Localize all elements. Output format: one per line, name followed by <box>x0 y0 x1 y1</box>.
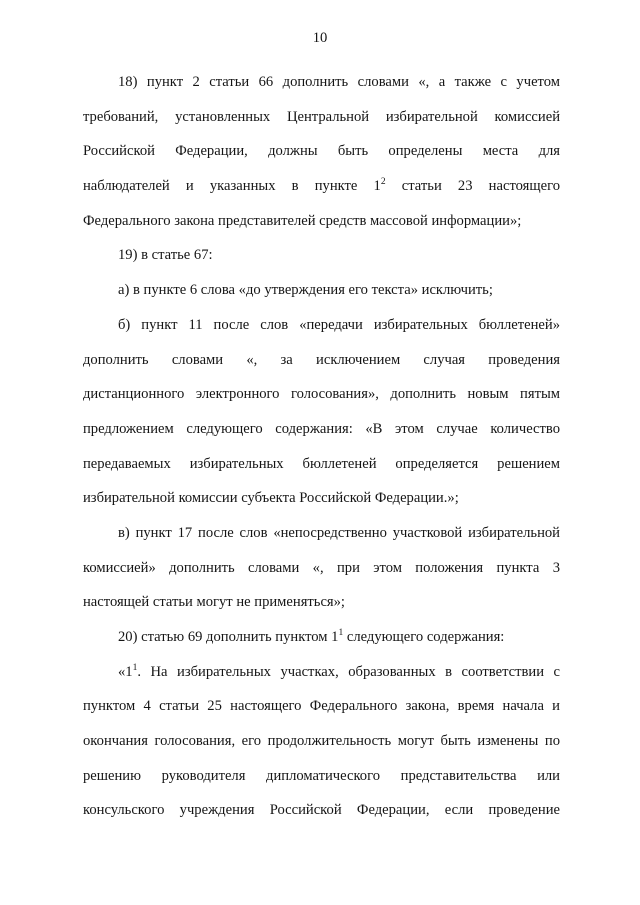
page-number: 10 <box>312 30 328 46</box>
text-segment: следующего содержания: <box>343 629 505 645</box>
text-line: консульского учреждения Российской Федерации, если проведение <box>83 802 560 819</box>
text-line <box>83 169 560 204</box>
text-line: дистанционного электронного голосования», дополнить новым пятым <box>83 386 560 403</box>
text-segment: . На избирательных участках, образованных в соответствии с <box>137 663 560 680</box>
text-line: дополнить словами «, за исключением случая проведения <box>83 351 560 368</box>
text-line: окончания голосования, его продолжительность могут быть изменены по <box>83 733 560 750</box>
text-line: б) пункт 11 после слов «передачи избирательных бюллетеней» <box>118 316 560 333</box>
text-segment: статьи 23 настоящего <box>385 178 560 195</box>
text-line: 19) в статье 67: <box>118 247 213 264</box>
superscript: 1 <box>132 662 138 673</box>
text-segment: 20) статью 69 дополнить пунктом 1 <box>118 629 339 645</box>
text-line: требований, установленных Центральной избирательной комиссией <box>83 108 560 125</box>
text-line: избирательной комиссии субъекта Российской Федерации.»; <box>83 490 459 507</box>
text-line: Федерального закона представителей средств массовой информации»; <box>83 212 522 229</box>
text-segment: «1 <box>118 663 133 680</box>
text-line <box>83 655 560 690</box>
text-line: настоящей статьи могут не применяться»; <box>83 594 345 611</box>
text-line: Российской Федерации, должны быть определены места для <box>83 143 560 160</box>
text-line: решению руководителя дипломатического представительства или <box>83 767 560 784</box>
text-line: а) в пункте 6 слова «до утверждения его текста» исключить; <box>118 282 493 299</box>
text-line: комиссией» дополнить словами «, при этом положения пункта 3 <box>83 559 560 576</box>
document-body <box>83 65 560 828</box>
text-segment: наблюдателей и указанных в пункте 1 <box>83 178 381 195</box>
superscript: 1 <box>338 628 344 638</box>
text-line: в) пункт 17 после слов «непосредственно участковой избирательной <box>118 524 560 541</box>
superscript: 2 <box>380 177 386 188</box>
text-line: 18) пункт 2 статьи 66 дополнить словами «, а также с учетом <box>118 74 560 90</box>
text-line: пунктом 4 статьи 25 настоящего Федерального закона, время начала и <box>83 698 560 715</box>
text-line: предложением следующего содержания: «В этом случае количество <box>83 420 560 437</box>
text-line <box>83 620 560 655</box>
text-line: передаваемых избирательных бюллетеней определяется решением <box>83 455 560 472</box>
